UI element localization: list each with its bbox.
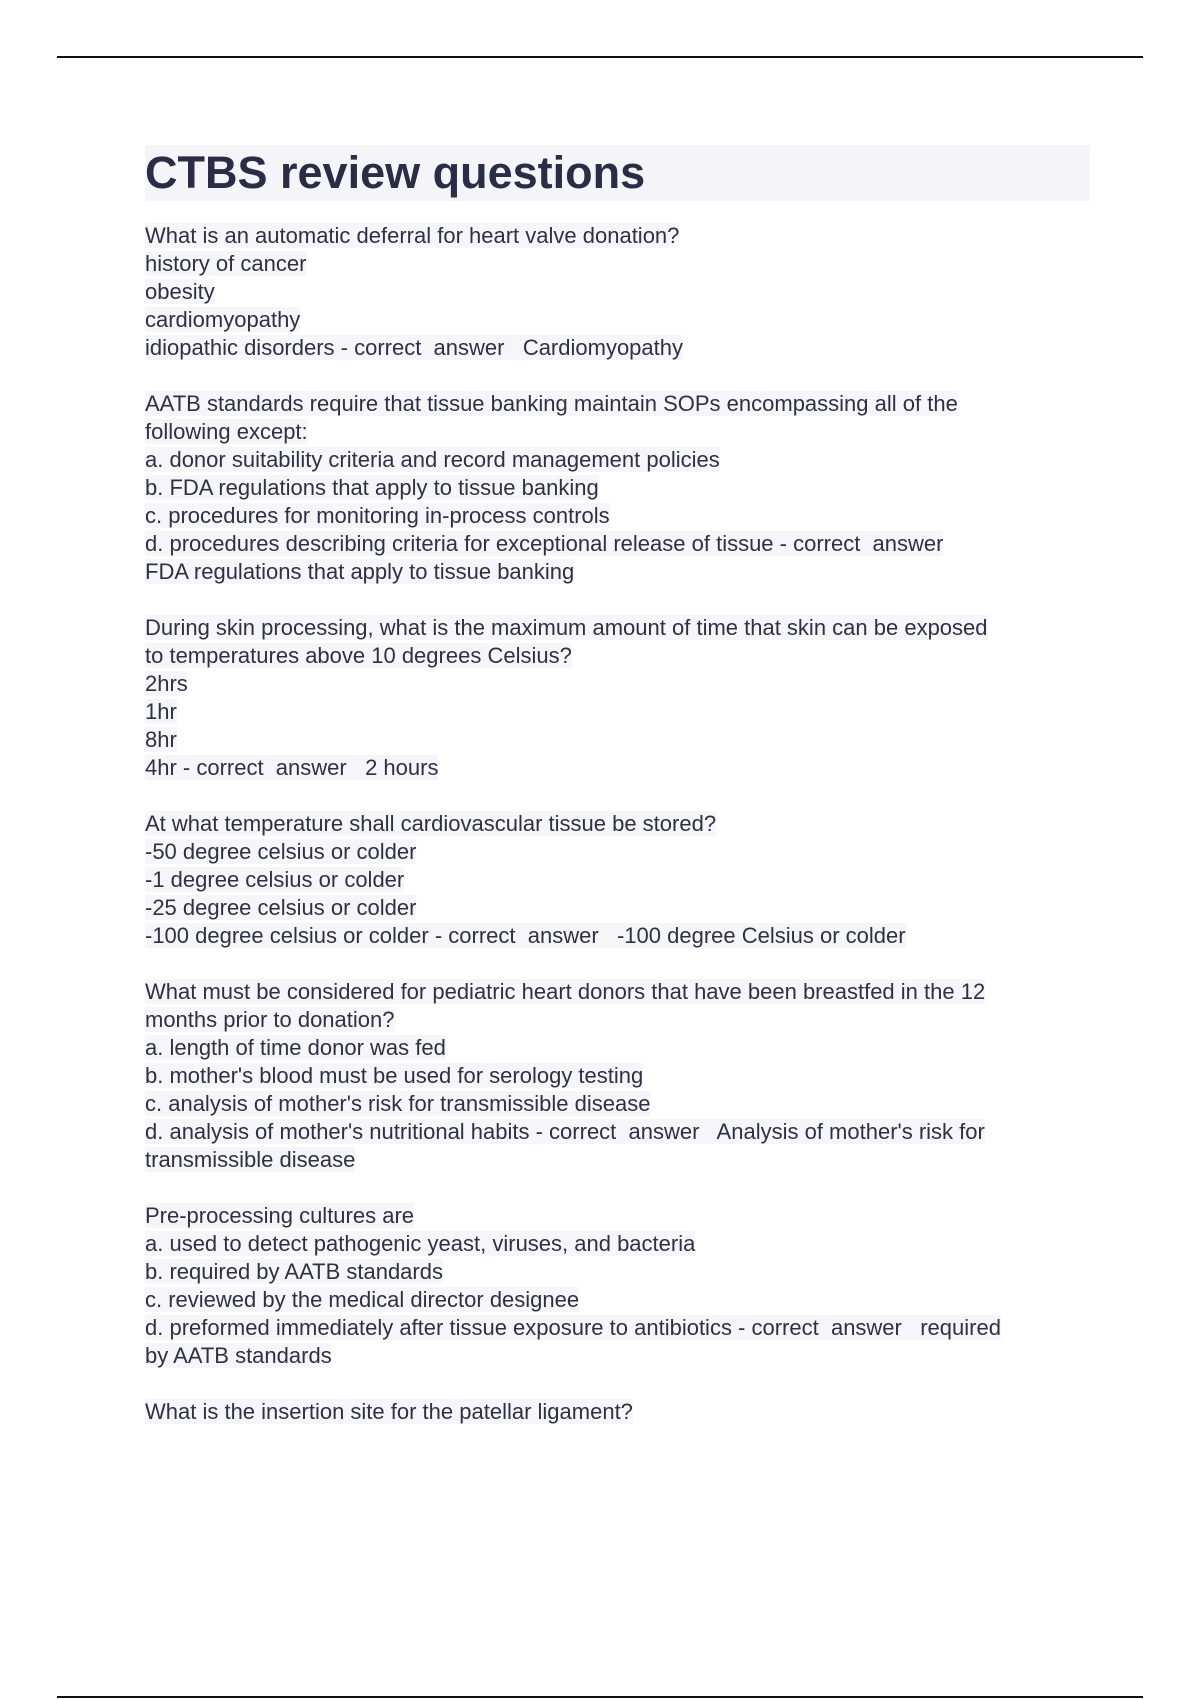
question-text: following except: — [145, 419, 308, 444]
option-line: 2hrs — [145, 671, 188, 696]
question-text: AATB standards require that tissue banking maintain SOPs encompassing all of the — [145, 391, 958, 416]
question-text: What is an automatic deferral for heart valve donation? — [145, 223, 680, 248]
document-body — [145, 145, 1090, 1454]
option-line: -25 degree celsius or colder — [145, 895, 417, 920]
answer-line: FDA regulations that apply to tissue banking — [145, 559, 575, 584]
question-block-7 — [145, 1398, 1090, 1426]
option-line: history of cancer — [145, 251, 307, 276]
option-line: -50 degree celsius or colder — [145, 839, 417, 864]
question-text: months prior to donation? — [145, 1007, 395, 1032]
question-text: At what temperature shall cardiovascular tissue be stored? — [145, 811, 717, 836]
option-line: -1 degree celsius or colder — [145, 867, 405, 892]
option-line: a. used to detect pathogenic yeast, viruses, and bacteria — [145, 1231, 696, 1256]
question-text: During skin processing, what is the maximum amount of time that skin can be exposed — [145, 615, 988, 640]
option-line: c. reviewed by the medical director designee — [145, 1287, 580, 1312]
question-block-4 — [145, 810, 1090, 950]
answer-line: 4hr - correct answer 2 hours — [145, 755, 439, 780]
question-block-1 — [145, 222, 1090, 362]
answer-line: -100 degree celsius or colder - correct answer -100 degree Celsius or colder — [145, 923, 906, 948]
question-block-3 — [145, 614, 1090, 782]
question-block-5 — [145, 978, 1090, 1174]
option-line: a. donor suitability criteria and record management policies — [145, 447, 720, 472]
option-line: 1hr — [145, 699, 177, 724]
question-block-6 — [145, 1202, 1090, 1370]
question-text: What is the insertion site for the patellar ligament? — [145, 1399, 633, 1424]
option-line: 8hr — [145, 727, 177, 752]
answer-line: transmissible disease — [145, 1147, 356, 1172]
option-line: b. mother's blood must be used for serology testing — [145, 1063, 644, 1088]
page-title: CTBS review questions — [145, 145, 1090, 201]
answer-line: d. preformed immediately after tissue exposure to antibiotics - correct answer required — [145, 1315, 1001, 1340]
header-rule — [57, 56, 1143, 58]
option-line: obesity — [145, 279, 215, 304]
answer-line: idiopathic disorders - correct answer Cardiomyopathy — [145, 335, 684, 360]
question-block-2 — [145, 390, 1090, 586]
option-line: a. length of time donor was fed — [145, 1035, 446, 1060]
option-line: b. required by AATB standards — [145, 1259, 443, 1284]
question-text: to temperatures above 10 degrees Celsius? — [145, 643, 572, 668]
footer-rule — [57, 1696, 1143, 1698]
option-line: c. procedures for monitoring in-process controls — [145, 503, 610, 528]
question-text: What must be considered for pediatric heart donors that have been breastfed in the 12 — [145, 979, 986, 1004]
option-line: b. FDA regulations that apply to tissue banking — [145, 475, 599, 500]
option-line: cardiomyopathy — [145, 307, 301, 332]
answer-line: by AATB standards — [145, 1343, 332, 1368]
answer-line: d. analysis of mother's nutritional habits - correct answer Analysis of mother's risk for — [145, 1119, 985, 1144]
answer-line: d. procedures describing criteria for exceptional release of tissue - correct answer — [145, 531, 944, 556]
option-line: c. analysis of mother's risk for transmissible disease — [145, 1091, 651, 1116]
question-text: Pre-processing cultures are — [145, 1203, 415, 1228]
